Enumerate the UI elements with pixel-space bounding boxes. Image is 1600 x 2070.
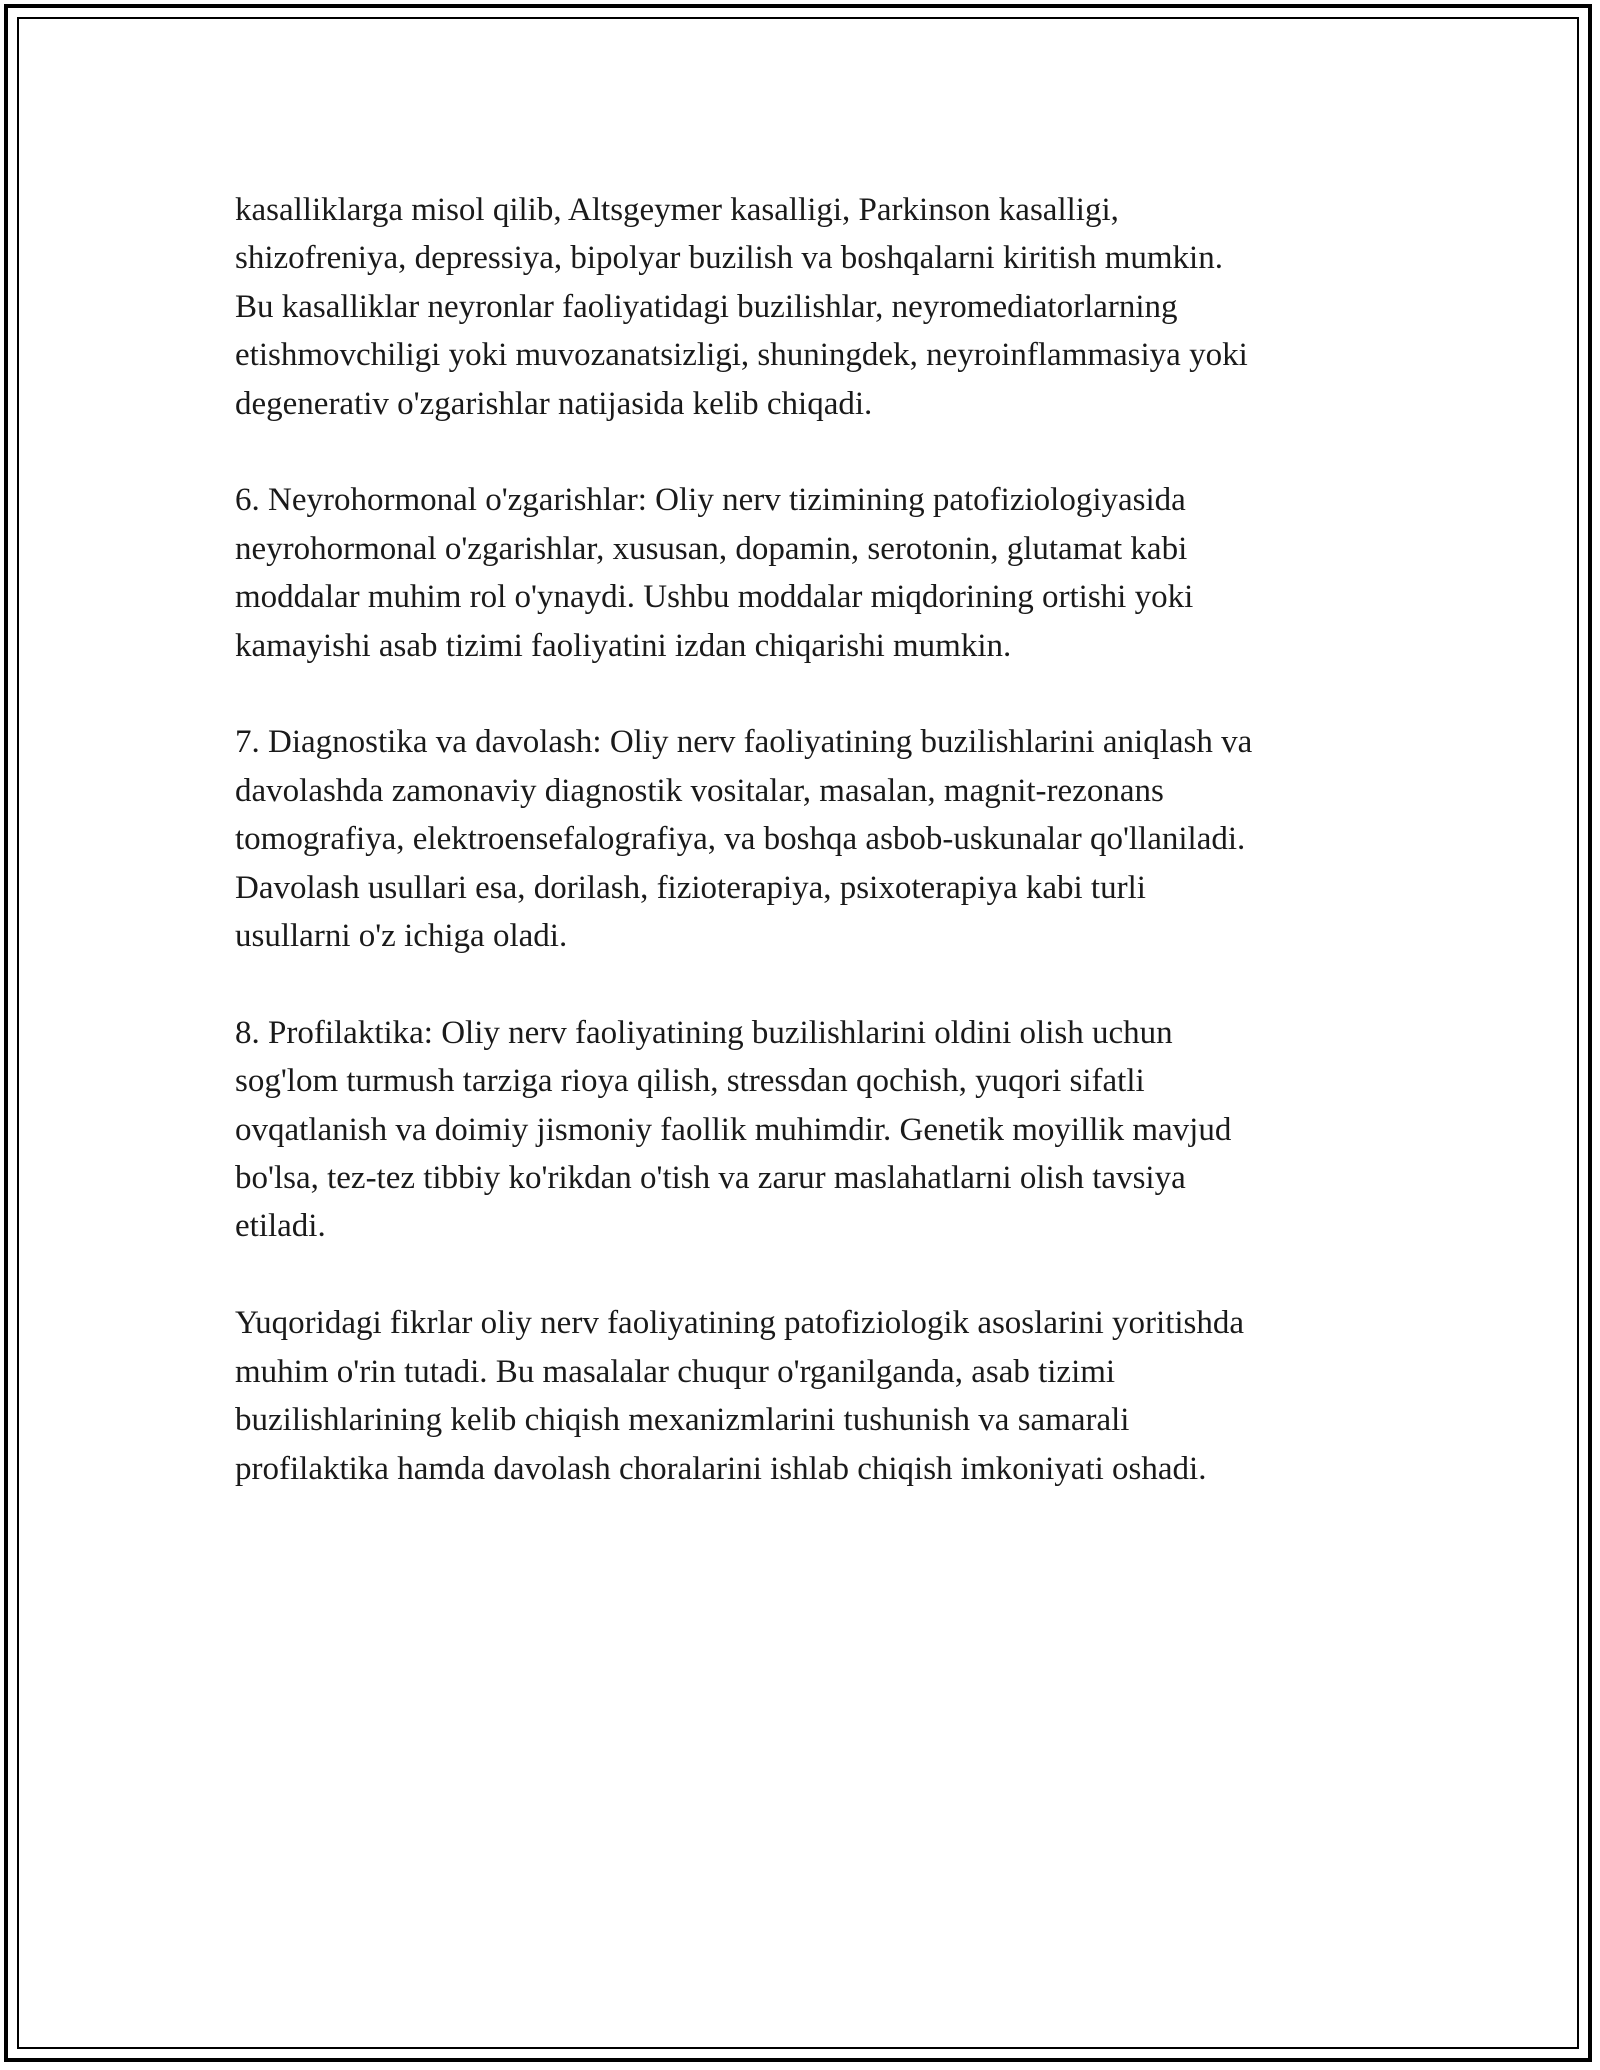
- paragraph-prophylaxis: 8. Profilaktika: Oliy nerv faoliyatining buzilishlarini oldini olish uchun sog'lom turmush tarziga rioya qilish, stressdan qochish, yuqori sifatli ovqatlanish va doimiy jismoniy faollik muhimdir. Genetik moyillik mavjud bo'lsa, tez-tez tibbiy ko'rikdan o'tish va zarur maslahatlarni olish tavsiya etiladi.: [235, 1014, 1232, 1245]
- paragraph-diagnostics-treatment: 7. Diagnostika va davolash: Oliy nerv faoliyatining buzilishlarini aniqlash va davolashda zamonaviy diagnostik vositalar, masalan, magnit-rezonans tomografiya, elektroensefalografiya, va boshqa asbob-uskunalar qo'llaniladi. Davolash usullari esa, dorilash, fizioterapiya, psixoterapiya kabi turli usullarni o'z ichiga oladi.: [235, 724, 1253, 955]
- document-body: [235, 186, 1375, 1541]
- paragraph-conclusion: Yuqoridagi fikrlar oliy nerv faoliyatining patofiziologik asoslarini yoritishda muhim o'rin tutadi. Bu masalalar chuqur o'rganilganda, asab tizimi buzilishlarining kelib chiqish mexanizmlarini tushunish va samarali profilaktika hamda davolash choralarini ishlab chiqish imkoniyati oshadi.: [235, 1305, 1245, 1487]
- paragraph-diseases: kasalliklarga misol qilib, Altsgeymer kasalligi, Parkinson kasalligi, shizofreniya, depressiya, bipolyar buzilish va boshqalarni kiritish mumkin. Bu kasalliklar neyronlar faoliyatidagi buzilishlar, neyromediatorlarning etishmovchiligi yoki muvozanatsizligi, shuningdek, neyroinflammasiya yoki degenerativ o'zgarishlar natijasida kelib chiqadi.: [235, 192, 1248, 422]
- paragraph-neurohormonal-changes: 6. Neyrohormonal o'zgarishlar: Oliy nerv tizimining patofiziologiyasida neyrohormonal o'zgarishlar, xususan, dopamin, serotonin, glutamat kabi moddalar muhim rol o'ynaydi. Ushbu moddalar miqdorining ortishi yoki kamayishi asab tizimi faoliyatini izdan chiqarishi mumkin.: [235, 482, 1194, 664]
